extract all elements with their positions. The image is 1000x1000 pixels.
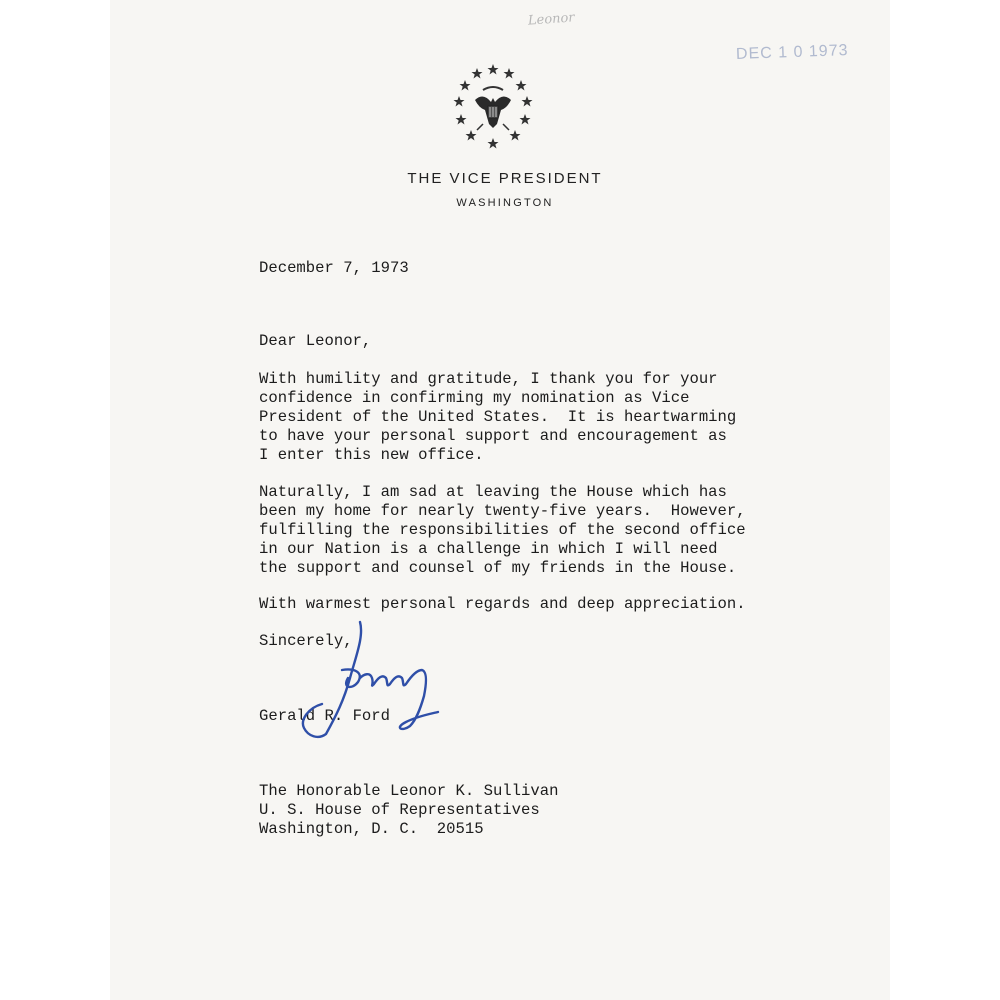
paragraph-line: President of the United States. It is heartwarming: [259, 408, 737, 426]
paragraph-line: With humility and gratitude, I thank you for your: [259, 370, 718, 388]
letterhead-subtitle: WASHINGTON: [456, 197, 554, 209]
pencil-note: Leonor: [527, 10, 576, 29]
closing: Sincerely,: [259, 632, 353, 650]
salutation: Dear Leonor,: [259, 332, 372, 350]
paragraph-line: the support and counsel of my friends in the House.: [259, 559, 737, 577]
paragraph-line: confidence in confirming my nomination as Vice: [259, 389, 690, 407]
signature: [298, 616, 458, 746]
paragraph-line: to have your personal support and encouragement as: [259, 427, 727, 445]
date-stamp: DEC 1 0 1973: [735, 42, 849, 63]
paragraph-line: Naturally, I am sad at leaving the House which has: [259, 483, 727, 501]
paragraph-line: fulfilling the responsibilities of the second office: [259, 521, 746, 539]
recipient-line: The Honorable Leonor K. Sullivan: [259, 782, 559, 800]
vice-presidential-seal-icon: [453, 62, 533, 152]
paragraph-line: I enter this new office.: [259, 446, 484, 464]
letter-date: December 7, 1973: [259, 259, 409, 277]
recipient-line: Washington, D. C. 20515: [259, 820, 484, 838]
signer-name: Gerald R. Ford: [259, 707, 391, 725]
paragraph-3: With warmest personal regards and deep appreciation.: [259, 595, 746, 613]
letterhead-title: THE VICE PRESIDENT: [407, 170, 603, 187]
paragraph-line: been my home for nearly twenty-five years. However,: [259, 502, 746, 520]
paragraph-line: in our Nation is a challenge in which I will need: [259, 540, 718, 558]
recipient-line: U. S. House of Representatives: [259, 801, 540, 819]
